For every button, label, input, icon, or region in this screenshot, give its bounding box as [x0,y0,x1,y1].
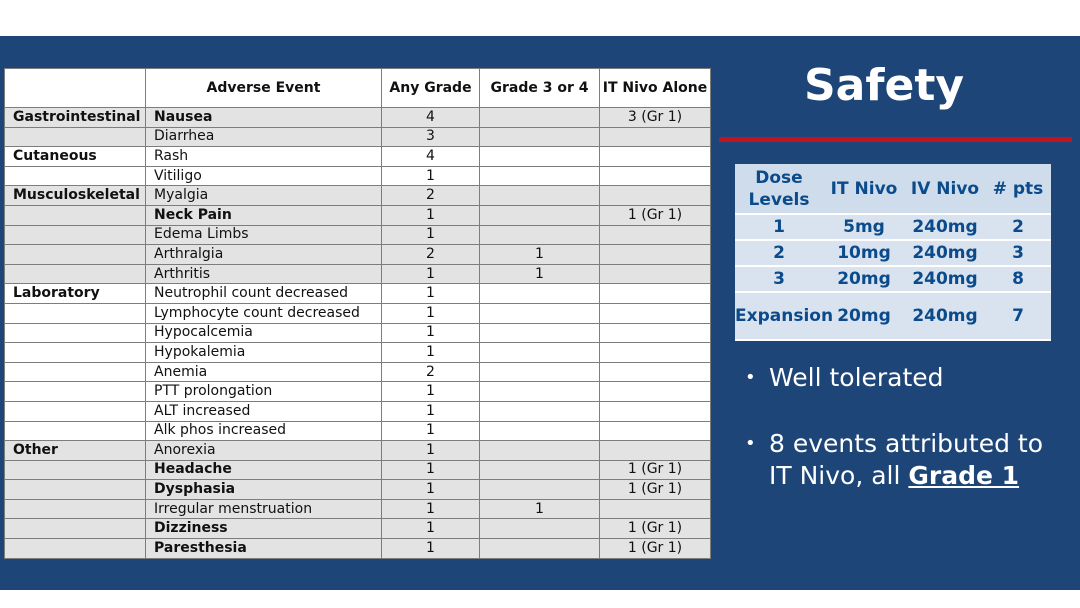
cell-any-grade: 1 [382,499,480,519]
table-row [5,108,711,128]
bullet-item [745,428,1065,492]
table-row [5,205,711,225]
cell-any-grade: 4 [382,108,480,128]
cell-grade-3-or-4 [480,480,600,500]
cell-it-nivo-alone [600,362,711,382]
dose-row [735,240,1051,266]
table-row [5,323,711,343]
dose-row [735,266,1051,292]
cell-it-nivo-alone: 1 (Gr 1) [600,519,711,539]
table-row [5,362,711,382]
cell-any-grade: 1 [382,205,480,225]
cell-category [5,264,146,284]
cell-adverse-event: Vitiligo [146,166,382,186]
cell-it-nivo-alone [600,441,711,461]
table-row [5,264,711,284]
cell-category [5,499,146,519]
dose-level: Expansion [735,292,823,340]
cell-category: Musculoskeletal [5,186,146,206]
header-it-nivo-alone: IT Nivo Alone [600,69,711,108]
cell-any-grade: 1 [382,323,480,343]
dose-iv-nivo: 240mg [905,240,985,266]
cell-category [5,401,146,421]
bullet-dot-icon: • [745,433,756,454]
table-row [5,539,711,559]
cell-grade-3-or-4 [480,421,600,441]
table-row [5,421,711,441]
cell-adverse-event: Arthralgia [146,245,382,265]
cell-adverse-event: Rash [146,147,382,167]
cell-grade-3-or-4 [480,401,600,421]
dose-header-pts: # pts [985,164,1051,214]
dose-header-iv-nivo: IV Nivo [905,164,985,214]
cell-adverse-event: Dysphasia [146,480,382,500]
cell-grade-3-or-4 [480,362,600,382]
dose-iv-nivo: 240mg [905,292,985,340]
dose-table-container [735,164,1051,341]
cell-any-grade: 1 [382,519,480,539]
cell-any-grade: 1 [382,539,480,559]
cell-grade-3-or-4 [480,166,600,186]
adverse-event-table [4,68,711,559]
cell-it-nivo-alone [600,421,711,441]
table-row [5,382,711,402]
cell-adverse-event: Nausea [146,108,382,128]
cell-category [5,480,146,500]
cell-any-grade: 1 [382,284,480,304]
cell-any-grade: 2 [382,362,480,382]
cell-any-grade: 2 [382,245,480,265]
cell-adverse-event: Diarrhea [146,127,382,147]
dose-it-nivo: 10mg [823,240,905,266]
cell-any-grade: 1 [382,480,480,500]
cell-adverse-event: Lymphocyte count decreased [146,303,382,323]
cell-any-grade: 1 [382,382,480,402]
dose-it-nivo: 20mg [823,292,905,340]
cell-it-nivo-alone: 3 (Gr 1) [600,108,711,128]
adverse-event-table-body [5,108,711,559]
cell-grade-3-or-4 [480,186,600,206]
dose-pts: 2 [985,214,1051,240]
cell-adverse-event: Hypokalemia [146,343,382,363]
cell-any-grade: 1 [382,401,480,421]
cell-it-nivo-alone [600,499,711,519]
dose-levels-table [735,164,1051,341]
dose-it-nivo: 5mg [823,214,905,240]
dose-level: 2 [735,240,823,266]
header-category [5,69,146,108]
cell-any-grade: 1 [382,303,480,323]
cell-grade-3-or-4 [480,382,600,402]
cell-any-grade: 1 [382,225,480,245]
cell-it-nivo-alone [600,323,711,343]
cell-adverse-event: Hypocalcemia [146,323,382,343]
cell-it-nivo-alone [600,264,711,284]
dose-row [735,292,1051,340]
dose-row [735,214,1051,240]
cell-adverse-event: Alk phos increased [146,421,382,441]
cell-it-nivo-alone: 1 (Gr 1) [600,460,711,480]
cell-it-nivo-alone [600,303,711,323]
cell-it-nivo-alone: 1 (Gr 1) [600,480,711,500]
dose-iv-nivo: 240mg [905,266,985,292]
dose-pts: 8 [985,266,1051,292]
cell-grade-3-or-4 [480,108,600,128]
table-row [5,303,711,323]
cell-category [5,127,146,147]
bullet-text: Well tolerated [769,363,944,392]
cell-adverse-event: Neck Pain [146,205,382,225]
cell-category [5,303,146,323]
cell-grade-3-or-4 [480,441,600,461]
cell-it-nivo-alone [600,401,711,421]
bullet-dot-icon: • [745,367,756,388]
table-row [5,245,711,265]
cell-any-grade: 2 [382,186,480,206]
adverse-event-table-container [4,68,710,559]
cell-adverse-event: Arthritis [146,264,382,284]
cell-it-nivo-alone [600,127,711,147]
table-row [5,480,711,500]
cell-category [5,225,146,245]
page-title: Safety [803,60,965,111]
cell-category: Other [5,441,146,461]
cell-any-grade: 1 [382,166,480,186]
cell-it-nivo-alone [600,284,711,304]
dose-header-levels: Dose Levels [735,164,823,214]
bullet-emphasis: Grade 1 [908,461,1020,490]
dose-level: 3 [735,266,823,292]
cell-category [5,519,146,539]
cell-grade-3-or-4 [480,284,600,304]
bullet-item [745,362,1065,394]
cell-adverse-event: ALT increased [146,401,382,421]
cell-it-nivo-alone [600,382,711,402]
cell-category [5,343,146,363]
cell-category [5,382,146,402]
dose-iv-nivo: 240mg [905,214,985,240]
cell-adverse-event: Headache [146,460,382,480]
cell-adverse-event: Irregular menstruation [146,499,382,519]
cell-it-nivo-alone: 1 (Gr 1) [600,539,711,559]
cell-adverse-event: Anorexia [146,441,382,461]
table-row [5,225,711,245]
table-row [5,284,711,304]
dose-table-header [735,164,1051,214]
cell-any-grade: 1 [382,460,480,480]
cell-grade-3-or-4 [480,205,600,225]
table-row [5,499,711,519]
table-row [5,186,711,206]
cell-category [5,205,146,225]
header-grade-3-or-4: Grade 3 or 4 [480,69,600,108]
table-row [5,441,711,461]
cell-any-grade: 3 [382,127,480,147]
cell-grade-3-or-4: 1 [480,264,600,284]
cell-adverse-event: Myalgia [146,186,382,206]
cell-it-nivo-alone [600,147,711,167]
cell-category [5,362,146,382]
cell-grade-3-or-4 [480,303,600,323]
dose-it-nivo: 20mg [823,266,905,292]
cell-grade-3-or-4: 1 [480,499,600,519]
cell-category: Cutaneous [5,147,146,167]
cell-grade-3-or-4 [480,539,600,559]
cell-category [5,421,146,441]
cell-grade-3-or-4 [480,147,600,167]
cell-it-nivo-alone [600,186,711,206]
cell-grade-3-or-4: 1 [480,245,600,265]
cell-adverse-event: PTT prolongation [146,382,382,402]
dose-level: 1 [735,214,823,240]
cell-any-grade: 1 [382,264,480,284]
cell-grade-3-or-4 [480,127,600,147]
title-divider [719,137,1072,142]
dose-pts: 7 [985,292,1051,340]
bullet-text: 8 events attributed to IT Nivo, all [769,429,1043,490]
cell-adverse-event: Dizziness [146,519,382,539]
cell-adverse-event: Edema Limbs [146,225,382,245]
cell-it-nivo-alone [600,225,711,245]
header-any-grade: Any Grade [382,69,480,108]
cell-grade-3-or-4 [480,343,600,363]
cell-grade-3-or-4 [480,225,600,245]
table-row [5,147,711,167]
table-row [5,127,711,147]
cell-adverse-event: Paresthesia [146,539,382,559]
cell-it-nivo-alone [600,245,711,265]
table-row [5,343,711,363]
table-row [5,166,711,186]
cell-adverse-event: Neutrophil count decreased [146,284,382,304]
cell-grade-3-or-4 [480,460,600,480]
cell-grade-3-or-4 [480,323,600,343]
cell-any-grade: 1 [382,343,480,363]
cell-it-nivo-alone [600,166,711,186]
cell-category [5,323,146,343]
header-adverse-event: Adverse Event [146,69,382,108]
table-row [5,519,711,539]
cell-it-nivo-alone [600,343,711,363]
cell-grade-3-or-4 [480,519,600,539]
cell-category [5,245,146,265]
table-row [5,401,711,421]
cell-any-grade: 4 [382,147,480,167]
cell-it-nivo-alone: 1 (Gr 1) [600,205,711,225]
cell-category [5,539,146,559]
slide-background [0,36,1080,590]
cell-category: Laboratory [5,284,146,304]
cell-category: Gastrointestinal [5,108,146,128]
cell-category [5,460,146,480]
adverse-event-table-header [5,69,711,108]
dose-pts: 3 [985,240,1051,266]
bullet-list [745,362,1065,526]
cell-any-grade: 1 [382,421,480,441]
cell-category [5,166,146,186]
table-row [5,460,711,480]
cell-adverse-event: Anemia [146,362,382,382]
dose-header-it-nivo: IT Nivo [823,164,905,214]
cell-any-grade: 1 [382,441,480,461]
